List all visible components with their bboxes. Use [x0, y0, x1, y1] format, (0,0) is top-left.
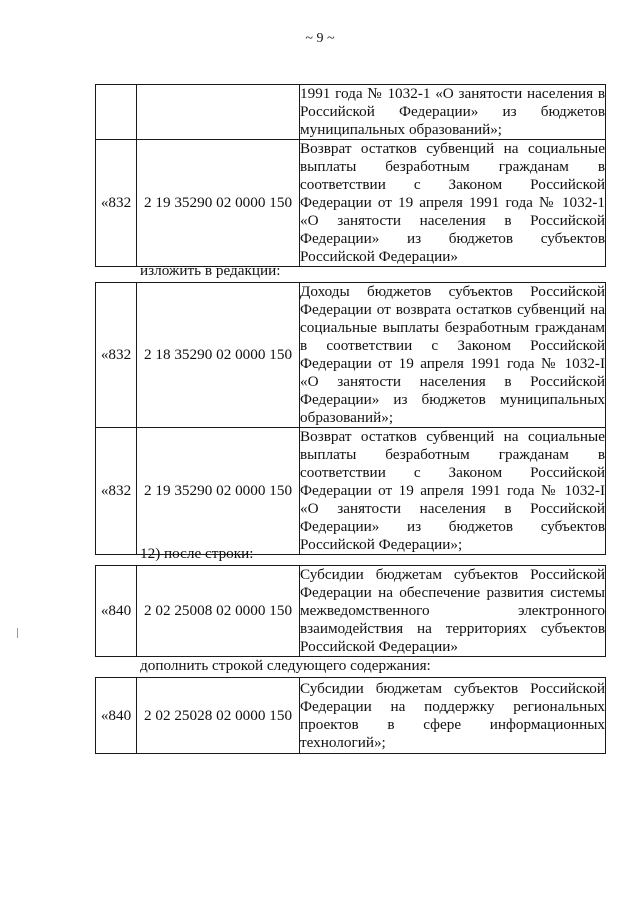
- table-row: [96, 85, 606, 140]
- revenue-table-1: [95, 84, 606, 267]
- revenue-description-cell: Доходы бюджетов субъектов Российской Федерации от возврата остатков субвенций на социальные выплаты безработным гражданам в соответствии с Законом Российской Федерации от 19 апреля 1991 года № 1032-I «О занятости населения в Российской Федерации» из бюджетов муниципальных образований»;: [300, 283, 605, 426]
- table-row: [96, 283, 606, 428]
- revenue-table-4: [95, 677, 606, 754]
- caption-set-in-wording: изложить в редакции:: [140, 262, 281, 279]
- revenue-code-cell: 2 02 25008 02 0000 150: [137, 566, 300, 657]
- revenue-code-cell: 2 19 35290 02 0000 150: [137, 428, 300, 555]
- scan-margin-mark: [17, 628, 18, 638]
- revenue-description-cell: 1991 года № 1032-1 «О занятости населения в Российской Федерации» из бюджетов муниципальных образований»;: [300, 85, 605, 138]
- caption-after-row: 12) после строки:: [140, 545, 254, 562]
- table-row: [96, 566, 606, 657]
- row-prefix-cell: «832: [96, 428, 137, 555]
- table-row: [96, 428, 606, 555]
- revenue-code-cell: [137, 85, 300, 140]
- table-row: [96, 678, 606, 754]
- revenue-code-cell: 2 19 35290 02 0000 150: [137, 140, 300, 267]
- revenue-description-cell: Возврат остатков субвенций на социальные выплаты безработным гражданам в соответствии с Законом Российской Федерации от 19 апреля 1991 года № 1032-I «О занятости населения в Российской Федерации» из бюджетов субъектов Российской Федерации»;: [300, 428, 605, 553]
- caption-add-row: дополнить строкой следующего содержания:: [140, 657, 431, 674]
- table-row: [96, 140, 606, 267]
- row-prefix-cell: «840: [96, 566, 137, 657]
- revenue-code-cell: 2 18 35290 02 0000 150: [137, 283, 300, 428]
- revenue-description-cell: Субсидии бюджетам субъектов Российской Федерации на поддержку региональных проектов в сфере информационных технологий»;: [300, 678, 606, 754]
- revenue-table-2: [95, 282, 606, 555]
- page-number: ~ 9 ~: [305, 31, 335, 46]
- row-prefix-cell: «832: [96, 140, 137, 267]
- row-prefix-cell: «840: [96, 678, 137, 754]
- revenue-table-3: [95, 565, 606, 657]
- revenue-description-cell: Субсидии бюджетам субъектов Российской Федерации на обеспечение развития системы межведомственного электронного взаимодействия на территориях субъектов Российской Федерации»: [300, 566, 605, 655]
- row-prefix-cell: «832: [96, 283, 137, 428]
- revenue-code-cell: 2 02 25028 02 0000 150: [137, 678, 300, 754]
- row-prefix-cell: [96, 85, 137, 140]
- revenue-description-cell: Возврат остатков субвенций на социальные выплаты безработным гражданам в соответствии с Законом Российской Федерации от 19 апреля 1991 года № 1032-1 «О занятости населения в Российской Федерации» из бюджетов субъектов Российской Федерации»: [300, 140, 605, 265]
